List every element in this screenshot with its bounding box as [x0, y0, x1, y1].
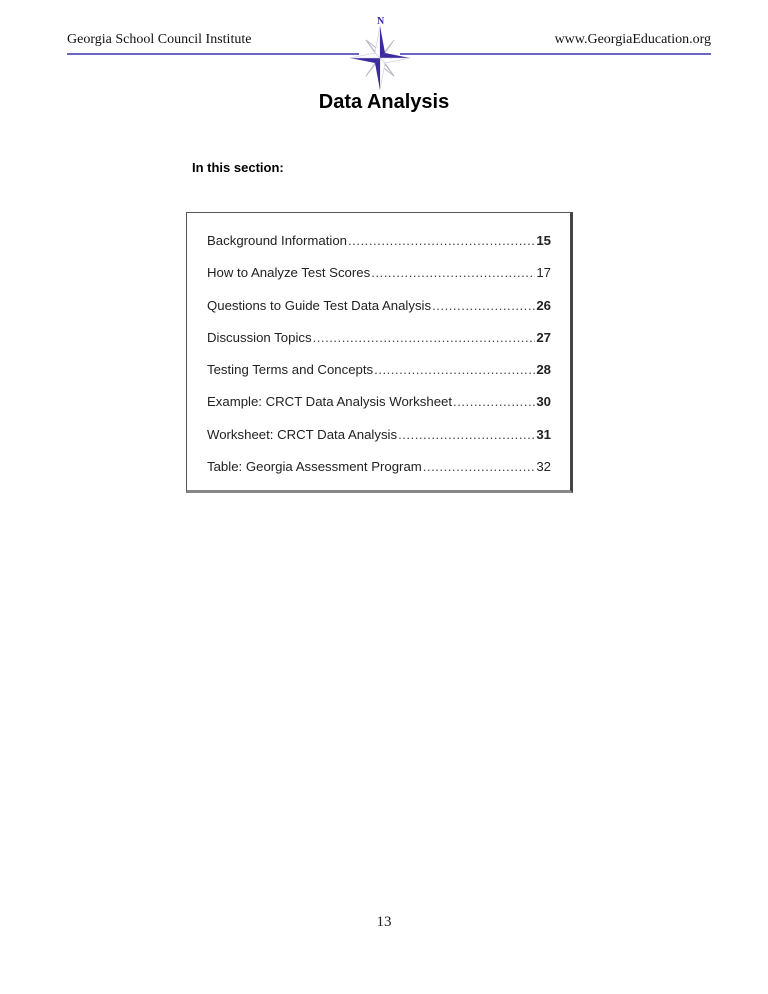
toc-leader-dots — [371, 265, 535, 280]
svg-text:N: N — [377, 16, 385, 27]
section-intro-label: In this section: — [192, 160, 284, 175]
toc-item-page: 27 — [536, 329, 551, 345]
toc-item-label: Background Information — [207, 233, 348, 248]
toc-item-page: 17 — [536, 265, 551, 281]
toc-item-georgia-assessment-program[interactable] — [207, 459, 551, 491]
toc-item-page: 26 — [536, 297, 551, 313]
toc-item-label: Worksheet: CRCT Data Analysis — [207, 426, 398, 442]
page-number: 13 — [376, 914, 392, 930]
toc-item-page: 31 — [536, 426, 551, 442]
toc-leader-dots — [453, 394, 535, 409]
header-rule-left — [67, 53, 359, 55]
toc-item-label: Questions to Guide Test Data Analysis — [207, 297, 432, 313]
toc-leader-dots — [313, 330, 536, 345]
toc-leader-dots — [432, 298, 535, 313]
header-rule-right — [400, 53, 711, 55]
header-website-url: www.GeorgiaEducation.org — [554, 32, 711, 47]
toc-item-testing-terms[interactable] — [207, 362, 551, 394]
header-organization-name: Georgia School Council Institute — [67, 32, 252, 47]
toc-item-page: 28 — [536, 362, 551, 378]
toc-item-example-crct-worksheet[interactable] — [207, 394, 551, 426]
toc-item-page: 32 — [536, 459, 551, 475]
toc-leader-dots — [398, 427, 535, 442]
toc-item-worksheet-crct-analysis[interactable] — [207, 427, 551, 459]
toc-item-page: 30 — [536, 394, 551, 410]
toc-item-discussion-topics[interactable] — [207, 330, 551, 362]
toc-item-label: How to Analyze Test Scores — [207, 265, 371, 281]
toc-item-how-to-analyze-test-scores[interactable] — [207, 265, 551, 297]
toc-list — [207, 233, 551, 491]
toc-leader-dots — [348, 233, 535, 248]
toc-item-label: Table: Georgia Assessment Program — [207, 459, 422, 475]
page-title: Data Analysis — [318, 91, 450, 113]
toc-item-background-information[interactable] — [207, 233, 551, 265]
compass-rose-icon — [348, 14, 412, 90]
table-of-contents-box — [186, 212, 573, 493]
toc-item-questions-to-guide[interactable] — [207, 298, 551, 330]
toc-item-page: 15 — [536, 233, 551, 248]
toc-item-label: Discussion Topics — [207, 329, 312, 345]
toc-item-label: Example: CRCT Data Analysis Worksheet — [207, 394, 453, 410]
toc-leader-dots — [374, 362, 535, 377]
toc-leader-dots — [423, 459, 536, 474]
toc-item-label: Testing Terms and Concepts — [207, 362, 374, 378]
